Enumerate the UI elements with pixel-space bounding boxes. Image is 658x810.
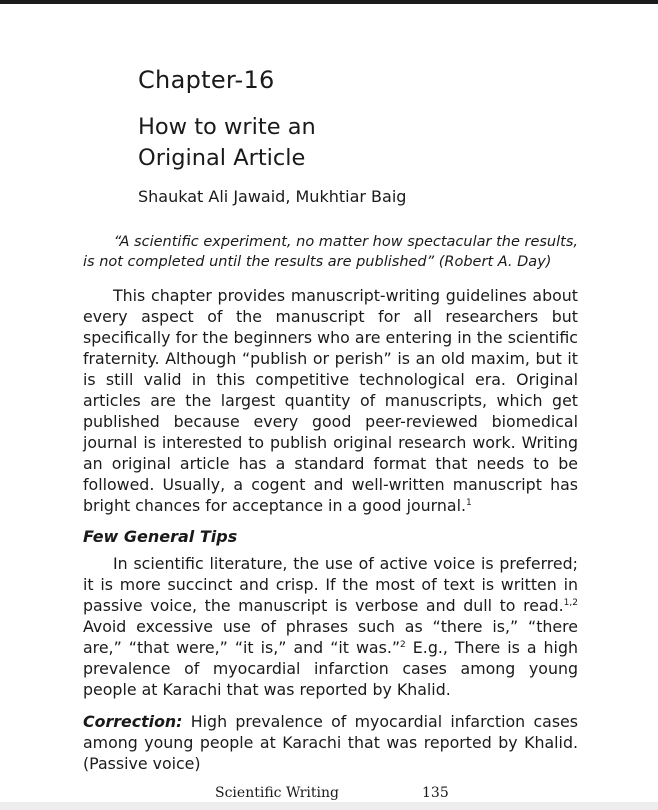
tips-text-3: E.g., There is a high prevalence of myocardial infarction cases among young people at Karachi that was reported by Khalid. xyxy=(83,638,578,699)
correction-text: High prevalence of myocardial infarction cases among young people at Karachi that was reported by Khalid. (Passive voice) xyxy=(83,712,578,773)
footer-label: Scientific Writing xyxy=(215,785,339,801)
tips-reference-1: 1,2 xyxy=(563,598,578,608)
epigraph-line-2: is not completed until the results are published” (Robert A. Day) xyxy=(83,254,552,270)
epigraph-quote xyxy=(83,232,578,272)
intro-paragraph xyxy=(83,285,578,516)
tips-text-1: In scientific literature, the use of active voice is preferred; it is more succinct and crisp. If the most of text is written in passive voice, the manuscript is verbose and dull to read. xyxy=(83,554,578,615)
chapter-number: Chapter-16 xyxy=(138,66,275,94)
correction-label: Correction: xyxy=(83,712,183,731)
section-heading: Few General Tips xyxy=(83,527,238,546)
correction-paragraph xyxy=(83,711,578,774)
tips-paragraph xyxy=(83,553,578,700)
page-footer xyxy=(0,785,658,803)
chapter-authors: Shaukat Ali Jawaid, Mukhtiar Baig xyxy=(138,187,407,206)
chapter-title xyxy=(138,112,316,174)
bottom-strip xyxy=(0,802,658,810)
chapter-title-line-1: How to write an xyxy=(138,114,316,140)
intro-reference: 1 xyxy=(465,498,472,508)
top-border xyxy=(0,0,658,4)
tips-text-2: Avoid excessive use of phrases such as “there is,” “there are,” “that were,” “it is,” and “it was.” xyxy=(83,617,578,657)
epigraph-line-1: “A scientific experiment, no matter how spectacular the results, xyxy=(113,234,578,250)
tips-reference-2: 2 xyxy=(400,640,406,650)
page-number: 135 xyxy=(422,785,449,801)
intro-text: This chapter provides manuscript-writing guidelines about every aspect of the manuscript for all researchers but specifically for the beginners who are entering in the scientific fraternity. Although “publish or perish” is an old maxim, but it is still valid in this competitive technological era. Original articles are the largest quantity of manuscripts, which get published because every good peer-reviewed biomedical journal is interested to publish original research work. Writing an original article has a standard format that needs to be followed. Usually, a cogent and well-written manuscript has bright chances for acceptance in a good journal. xyxy=(83,286,578,515)
chapter-title-line-2: Original Article xyxy=(138,145,306,171)
